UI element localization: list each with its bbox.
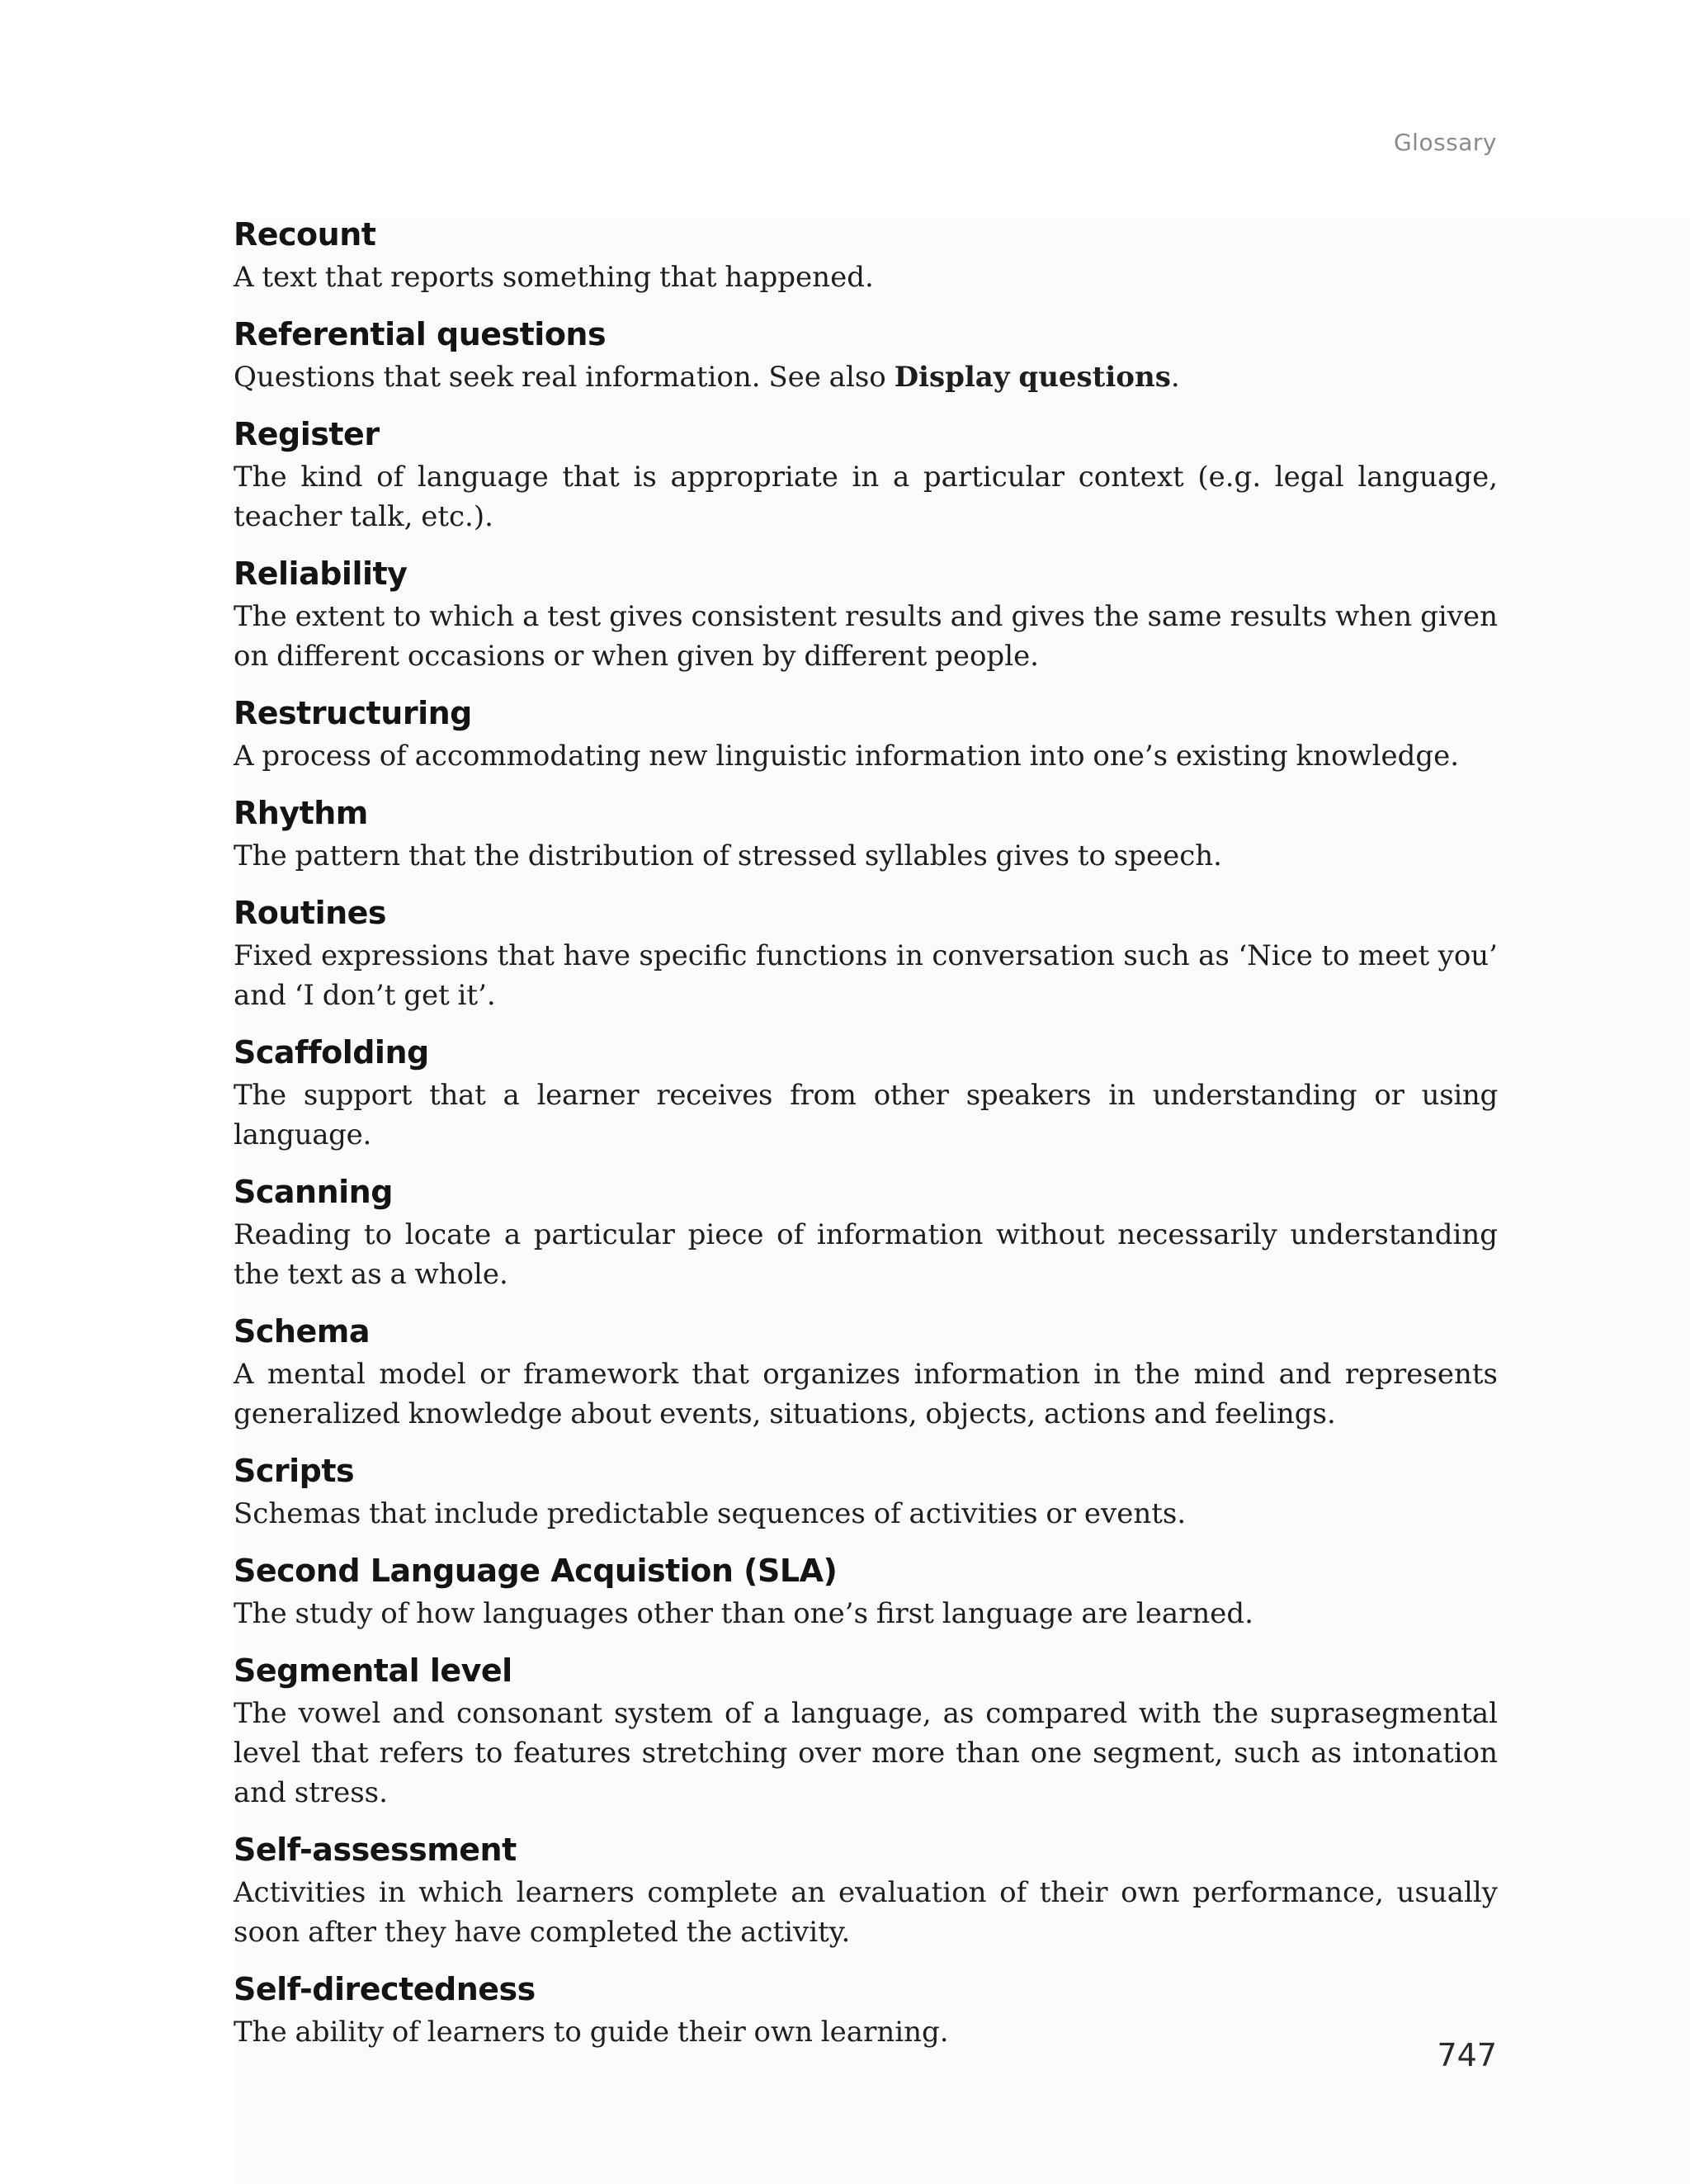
glossary-term: Scanning: [234, 1174, 393, 1210]
glossary-entry-scanning: [234, 1169, 1498, 1294]
glossary-term: Restructuring: [234, 695, 472, 731]
glossary-definition: A process of accommodating new linguistic information into one’s existing knowledge.: [234, 740, 1460, 773]
glossary-entry-self-assessment: [234, 1827, 1498, 1952]
glossary-definition: Reading to locate a particular piece of information without necessarily understanding the text as a whole.: [234, 1218, 1498, 1291]
glossary-term: Segmental level: [234, 1652, 512, 1689]
glossary-definition: The study of how languages other than one’s first language are learned.: [234, 1597, 1253, 1630]
glossary-entry-recount: [234, 211, 1498, 297]
glossary-term: Recount: [234, 216, 376, 253]
glossary-definition: [234, 357, 1498, 397]
glossary-term: Rhythm: [234, 795, 368, 831]
glossary-term: Scaffolding: [234, 1034, 429, 1071]
glossary-term: Reliability: [234, 555, 408, 592]
glossary-definition: The pattern that the distribution of stressed syllables gives to speech.: [234, 839, 1222, 872]
glossary-entry-scaffolding: [234, 1029, 1498, 1155]
glossary-term: Routines: [234, 895, 387, 931]
glossary-entry-second-language-acquisition: [234, 1548, 1498, 1633]
glossary-term: Register: [234, 416, 380, 452]
cross-reference: Display questions: [894, 361, 1171, 394]
glossary-entry-segmental-level: [234, 1647, 1498, 1813]
glossary-entry-reliability: [234, 551, 1498, 676]
glossary-term: Self-directedness: [234, 1971, 536, 2007]
glossary-definition: A mental model or framework that organizes information in the mind and represents generalized knowledge about events, situations, objects, actions and feelings.: [234, 1358, 1498, 1430]
glossary-definition: Activities in which learners complete an evaluation of their own performance, usually soon after they have completed the activity.: [234, 1876, 1498, 1949]
glossary-term: Self-assessment: [234, 1832, 517, 1868]
glossary-definition: The support that a learner receives from other speakers in understanding or using language.: [234, 1079, 1498, 1151]
glossary-term: Schema: [234, 1313, 370, 1350]
running-head: Glossary: [1393, 129, 1497, 156]
glossary-list: [234, 211, 1498, 2066]
glossary-entry-referential-questions: [234, 311, 1498, 397]
glossary-definition: The extent to which a test gives consistent results and gives the same results when given on different occasions or when given by different people.: [234, 600, 1498, 673]
glossary-term: Scripts: [234, 1453, 355, 1489]
glossary-definition: The vowel and consonant system of a language, as compared with the suprasegmental level that refers to features stretching over more than one segment, such as intonation and stress.: [234, 1697, 1498, 1809]
glossary-entry-scripts: [234, 1448, 1498, 1534]
glossary-definition: Schemas that include predictable sequences of activities or events.: [234, 1497, 1187, 1530]
glossary-entry-self-directedness: [234, 1966, 1498, 2052]
glossary-term: Second Language Acquistion (SLA): [234, 1553, 838, 1589]
glossary-entry-schema: [234, 1308, 1498, 1434]
glossary-entry-rhythm: [234, 790, 1498, 876]
glossary-definition: Fixed expressions that have specific functions in conversation such as ‘Nice to meet you’ and ‘I don’t get it’.: [234, 939, 1498, 1012]
glossary-term: Referential questions: [234, 316, 607, 352]
glossary-definition: The kind of language that is appropriate in a particular context (e.g. legal language, teacher talk, etc.).: [234, 461, 1498, 533]
glossary-definition: A text that reports something that happened.: [234, 261, 874, 294]
glossary-entry-routines: [234, 890, 1498, 1015]
glossary-entry-restructuring: [234, 690, 1498, 776]
definition-text-end: .: [1170, 361, 1180, 394]
definition-text: Questions that seek real information. See also: [234, 361, 895, 394]
page-number: 747: [1437, 2037, 1497, 2073]
glossary-entry-register: [234, 411, 1498, 537]
glossary-definition: The ability of learners to guide their own learning.: [234, 2016, 949, 2049]
